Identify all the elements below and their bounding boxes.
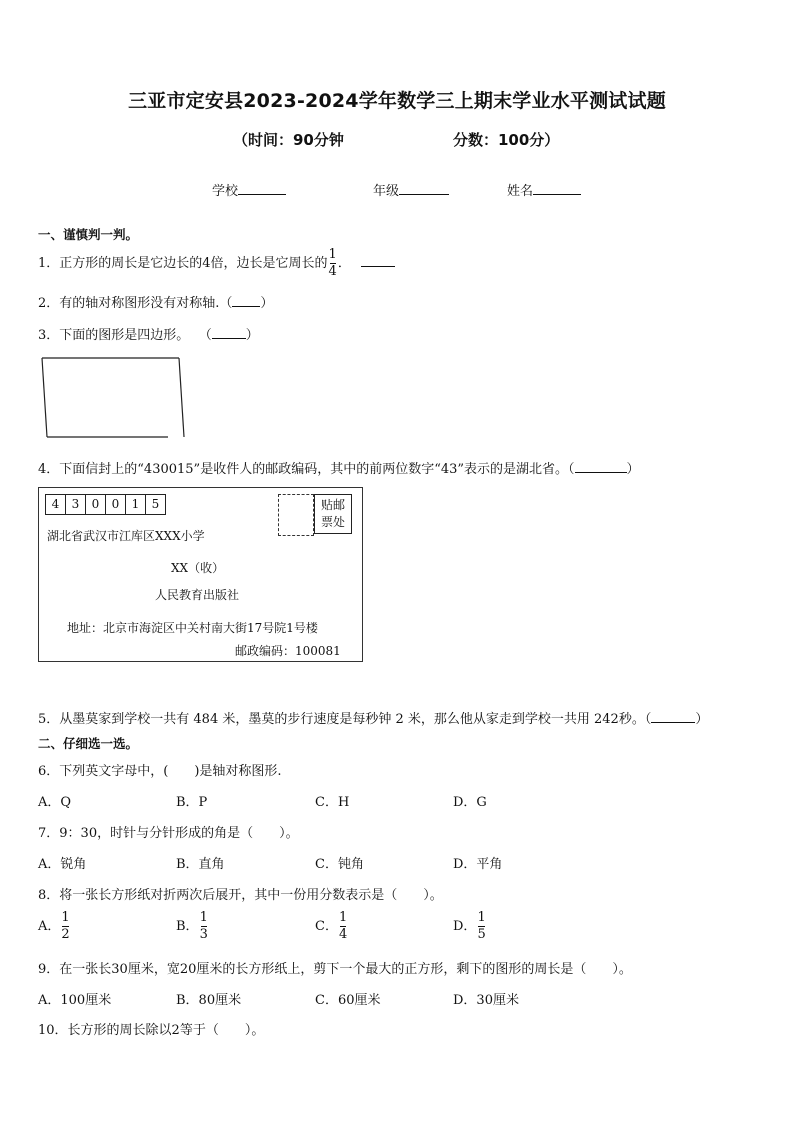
figure-right-edge [179, 358, 184, 437]
recipient-address: 湖北省武汉市江库区XXX小学 [47, 529, 205, 543]
q4-answer-blank[interactable] [575, 460, 627, 473]
zip-digit: 5 [145, 494, 166, 515]
grade-blank[interactable] [399, 182, 449, 195]
zip-digit: 4 [45, 494, 66, 515]
zip-digit: 0 [85, 494, 106, 515]
sender-address: 地址：北京市海淀区中关村南大街17号院1号楼 [67, 621, 318, 635]
q7-option-c[interactable]: C．钝角 [315, 857, 364, 872]
q8-option-b[interactable]: B． $\frac{1}{3}$ [176, 910, 208, 942]
q9-option-d[interactable]: D．30厘米 [453, 993, 519, 1008]
question-10: 10．长方形的周长除以2等于（ ）。 [38, 1023, 265, 1038]
q4-text: 4．下面信封上的“430015”是收件人的邮政编码，其中的前两位数字“43”表示的是湖北省。（ [38, 462, 575, 477]
question-9: 9．在一张长30厘米，宽20厘米的长方形纸上，剪下一个最大的正方形，剩下的图形的周长是（ ）。 [38, 962, 632, 977]
sender-name: 人民教育出版社 [155, 588, 240, 602]
q2-answer-blank[interactable] [232, 294, 260, 307]
zip-digit: 1 [125, 494, 146, 515]
recipient-name: XX（收） [171, 561, 225, 575]
sender-zip: 邮政编码：100081 [235, 644, 341, 658]
grade-field[interactable] [373, 180, 449, 199]
q3-answer-blank[interactable] [212, 326, 246, 339]
q6-option-b[interactable]: B．P [176, 795, 208, 810]
q6-option-d[interactable]: D．G [453, 795, 487, 810]
q5-answer-blank[interactable] [651, 710, 695, 723]
grade-label: 年级 [373, 184, 400, 199]
q6-option-c[interactable]: C．H [315, 795, 350, 810]
name-label: 姓名 [507, 184, 534, 199]
q1-fraction: $\frac{1}{4}$ [328, 247, 337, 279]
q7-option-d[interactable]: D．平角 [453, 857, 503, 872]
zip-digit: 0 [105, 494, 126, 515]
question-2: 2．有的轴对称图形没有对称轴.（ ） [38, 296, 274, 311]
q9-option-b[interactable]: B．80厘米 [176, 993, 242, 1008]
q9-option-c[interactable]: C．60厘米 [315, 993, 381, 1008]
question-8: 8．将一张长方形纸对折两次后展开，其中一份用分数表示是（ ）。 [38, 888, 443, 903]
q8-option-d[interactable]: D． $\frac{1}{5}$ [453, 910, 486, 942]
stamp-box: 贴邮 票处 [314, 494, 352, 534]
exam-score: 分数：100分） [453, 131, 560, 149]
q5-text: 5．从墨莫家到学校一共有 484 米，墨莫的步行速度是每秒钟 2 米，那么他从家走到学校一共用 242秒。（ [38, 712, 652, 727]
question-7: 7．9：30，时针与分针形成的角是（ ）。 [38, 826, 299, 841]
q7-option-a[interactable]: A．锐角 [38, 857, 87, 872]
q7-option-b[interactable]: B．直角 [176, 857, 225, 872]
question-5: 5．从墨莫家到学校一共有 484 米，墨莫的步行速度是每秒钟 2 米，那么他从家走到学校一共用 242秒。（ ） [38, 712, 709, 727]
stamp-area-dashed [278, 494, 314, 536]
q9-option-a[interactable]: A．100厘米 [38, 993, 112, 1008]
envelope [38, 487, 363, 662]
question-4: 4．下面信封上的“430015”是收件人的邮政编码，其中的前两位数字“43”表示的是湖北省。（ ） [38, 462, 640, 477]
zip-code-boxes [45, 494, 165, 515]
zip-digit: 3 [65, 494, 86, 515]
figure-left-edge [42, 358, 47, 437]
q3-text: 3．下面的图形是四边形。 [38, 328, 190, 343]
exam-time: （时间：90分钟 [233, 131, 344, 149]
q6-option-a[interactable]: A．Q [38, 795, 72, 810]
school-field[interactable] [212, 180, 286, 199]
q2-text: 2．有的轴对称图形没有对称轴.（ [38, 296, 233, 311]
school-blank[interactable] [238, 182, 286, 195]
question-1: 1．正方形的周长是它边长的4倍，边长是它周长的 $\frac{1}{4}$ ． [38, 247, 395, 280]
q8-option-c[interactable]: C． $\frac{1}{4}$ [315, 910, 348, 942]
q1-text: 1．正方形的周长是它边长的4倍，边长是它周长的 [38, 256, 328, 271]
section1-heading: 一、谨慎判一判。 [38, 227, 139, 242]
section2-heading: 二、仔细选一选。 [38, 736, 139, 751]
question-3: 3．下面的图形是四边形。 （ ） [38, 328, 259, 343]
quadrilateral-figure [38, 352, 190, 444]
page-title: 三亚市定安县2023-2024学年数学三上期末学业水平测试试题 [128, 90, 666, 112]
question-6: 6．下列英文字母中，( )是轴对称图形. [38, 764, 282, 779]
q8-option-a[interactable]: A． $\frac{1}{2}$ [38, 910, 70, 942]
name-field[interactable] [507, 180, 581, 199]
name-blank[interactable] [533, 182, 581, 195]
school-label: 学校 [212, 184, 239, 199]
q1-answer-blank[interactable] [361, 254, 395, 267]
